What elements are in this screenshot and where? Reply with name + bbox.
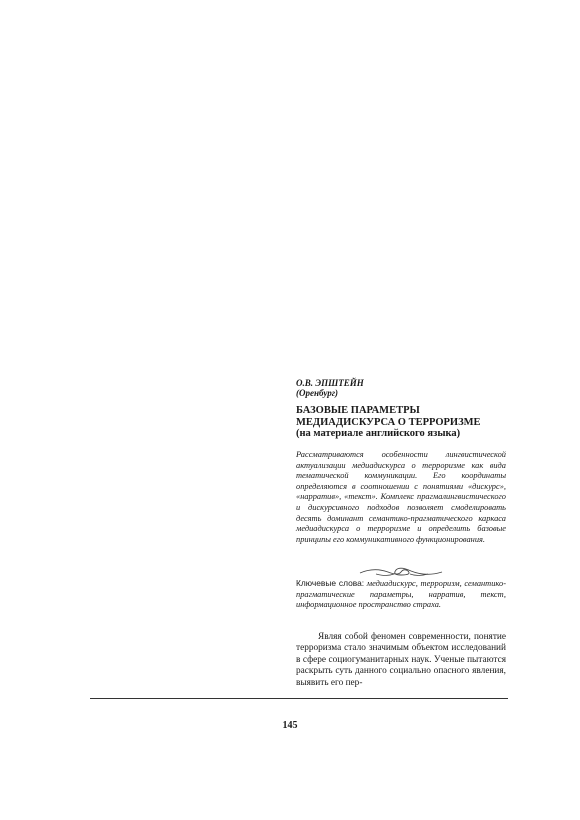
horizontal-rule	[90, 698, 508, 699]
title-line-3: (на материале английского языка)	[296, 428, 461, 439]
author-city: (Оренбург)	[296, 388, 339, 398]
keywords-label: Ключевые слова:	[296, 578, 365, 588]
keywords	[296, 578, 506, 611]
keywords-text: медиадискурс, терроризм, семантико-прагматические параметры, нарратив, текст, информационное пространство страха.	[296, 579, 506, 610]
page-number: 145	[282, 720, 298, 731]
ornament-divider-icon	[356, 565, 446, 579]
abstract: Рассматриваются особенности лингвистической актуализации медиадискурса о терроризме как вида тематической коммуникации. Его координаты определяются в соотношении с понятиями «дискурс», «нарратив», «текст». Комплекс прагмалингвистического и дискурсивного подходов позволяет смоделировать десять доминант семантико-прагматического каркаса медиадискурса о терроризме и определить базовые принципы его коммуникативного функционирования.	[296, 450, 506, 544]
article-title	[296, 405, 506, 440]
author-block	[296, 378, 506, 398]
body-paragraph: Являя собой феномен современности, понятие терроризма стало значимым объектом исследований в сфере социогуманитарных наук. Ученые пытаются раскрыть суть данного социально опасного явления, выявить его пер-	[296, 632, 506, 688]
title-line-2: МЕДИАДИСКУРСА О ТЕРРОРИЗМЕ	[296, 416, 481, 428]
author-name: О.В. ЭПШТЕЙН	[296, 378, 364, 388]
title-line-1: БАЗОВЫЕ ПАРАМЕТРЫ	[296, 405, 420, 416]
